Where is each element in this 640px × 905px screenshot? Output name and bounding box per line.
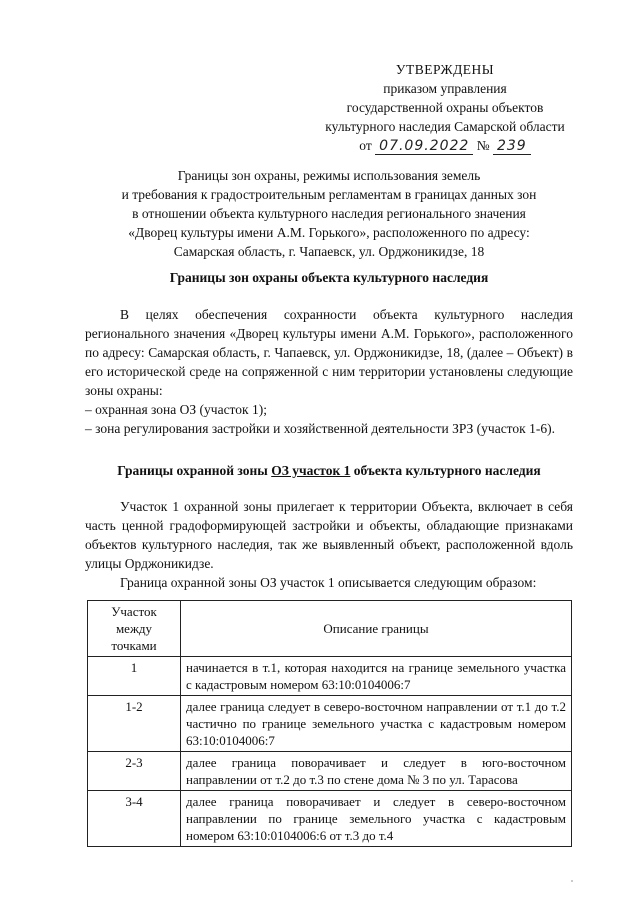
approval-line-2: государственной охраны объектов [346,100,544,115]
heading-post: объекта культурного наследия [350,463,541,478]
section1-paragraph: В целях обеспечения сохранности объекта культурного наследия регионального значения «Дворец культуры имени А.М. Горького», расположенного по адресу: Самарская область, г. Чапаевск, ул. Орджоникидзе, 18, (далее – Объект) в его исторической среде на сопряженной с ним территории установлены следующие зоны охраны: [85,307,573,398]
section1-text [85,305,573,438]
list-item: – охранная зона ОЗ (участок 1); [85,402,267,417]
section-heading-zones: Границы зон охраны объекта культурного наследия [169,270,489,285]
handwritten-date: 07.09.2022 [375,138,473,155]
list-item: – зона регулирования застройки и хозяйственной деятельности ЗРЗ (участок 1-6). [85,421,555,436]
segment-cell: 3-4 [88,791,181,847]
approval-line-3: культурного наследия Самарской области [325,119,565,134]
header-description: Описание границы [181,601,572,657]
title-line: и требования к градостроительным регламентам в границах данных зон [121,187,537,202]
approval-line-1: приказом управления [383,81,507,96]
title-line: в отношении объекта культурного наследия регионального значения [132,206,526,221]
number-label: № [476,138,490,153]
heading-pre: Границы охранной зоны [117,463,272,478]
boundary-table [87,600,572,847]
table-row [88,752,572,791]
document-title [90,166,568,261]
approval-title: УТВЕРЖДЕНЫ [395,62,495,77]
table-row [88,696,572,752]
section-heading-oz [85,461,573,480]
segment-cell: 2-3 [88,752,181,791]
segment-cell: 1-2 [88,696,181,752]
approval-block [300,60,590,156]
handwritten-number: 239 [493,138,531,155]
description-cell: далее граница поворачивает и следует в северо-восточном направлении по границе земельного участка с кадастровым номером 63:10:0104006:6 от т.3 до т.4 [181,791,572,847]
table-header-row [88,601,572,657]
table-row [88,791,572,847]
from-label: от [359,138,372,153]
table-row [88,657,572,696]
boundary-description-intro: Граница охранной зоны ОЗ участок 1 описывается следующим образом: [120,575,537,590]
title-line: Самарская область, г. Чапаевск, ул. Орджоникидзе, 18 [173,244,485,259]
title-line: «Дворец культуры имени А.М. Горького», расположенного по адресу: [128,225,530,240]
description-cell: далее граница следует в северо-восточном направлении от т.1 до т.2 частично по границе земельного участка с кадастровым номером 63:10:0104006:7 [181,696,572,752]
scan-speck [571,880,573,882]
title-line: Границы зон охраны, режимы использования земель [177,168,481,183]
description-cell: далее граница поворачивает и следует в юго-восточном направлении от т.2 до т.3 по стене дома № 3 по ул. Тарасова [181,752,572,791]
segment-cell: 1 [88,657,181,696]
section2-paragraph: Участок 1 охранной зоны прилегает к территории Объекта, включает в себя часть ценной градоформирующей застройки и объекты, обладающие признаками объектов культурного наследия, так же выявленный объект, расположенной вдоль улицы Орджоникидзе. [85,499,573,571]
header-segment: Участок между точками [88,601,181,657]
heading-underlined: ОЗ участок 1 [271,463,351,478]
approval-date-line [300,136,590,156]
section2-text [85,497,573,573]
description-cell: начинается в т.1, которая находится на границе земельного участка с кадастровым номером 63:10:0104006:7 [181,657,572,696]
